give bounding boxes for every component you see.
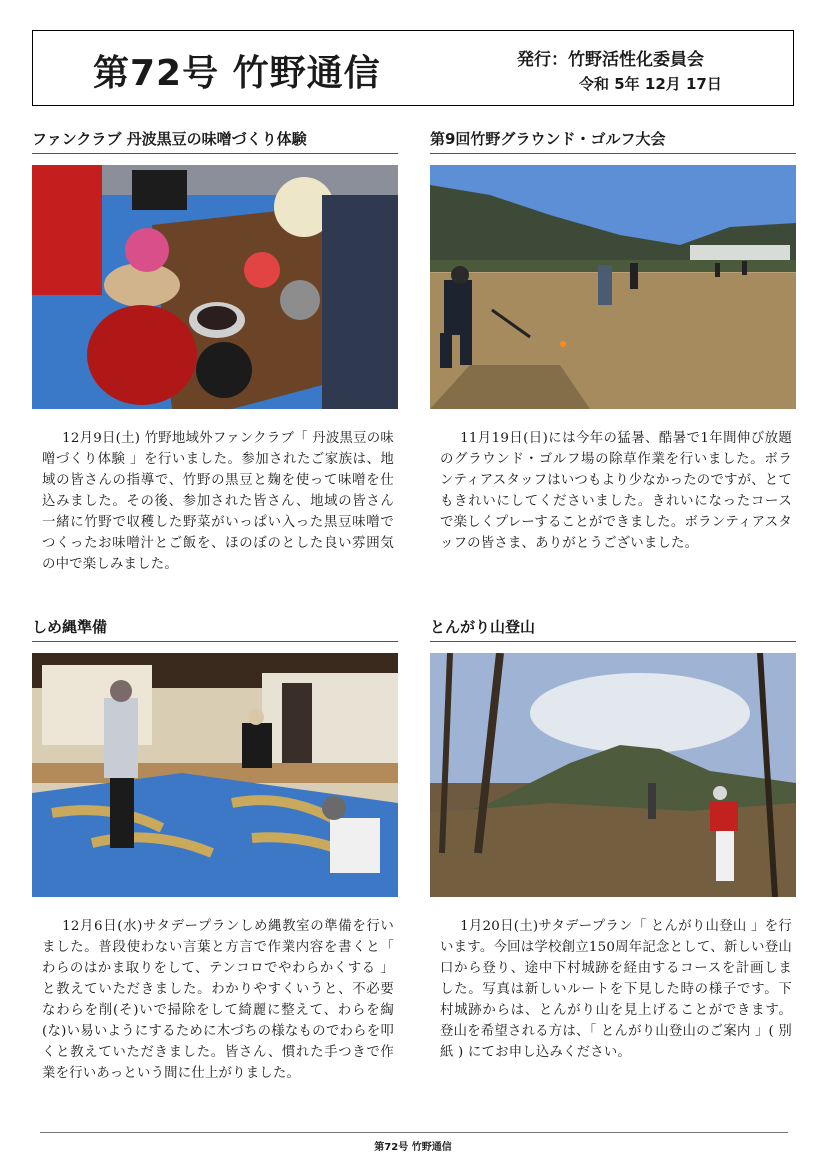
newsletter-title: 第72号 竹野通信: [93, 53, 381, 94]
shimenawa-photo: [32, 653, 398, 897]
mountain-climbing-photo: [430, 653, 796, 897]
ground-golf-photo: [430, 165, 796, 409]
article-text-shimenawa: 12月6日(水)サタデープランしめ縄教室の準備を行いました。普段使わない言葉と方言で作業内容を書くと「 わらのはかま取りをして、テンコロでやわらかくする 」と教えていただきました。わかりやすくいうと、不必要なわらを削(そ)いで掃除をして綺麗に整えて、わらを綯(な)い易いようにするために木づちの様なものでわらを叩くと教えていただきました。皆さん、慣れた手つきで作業を行いあっという間に仕上がりました。: [42, 919, 394, 1081]
article-title-shimenawa: しめ縄準備: [32, 616, 398, 642]
article-text-miso: 12月9日(土) 竹野地域外ファンクラブ「 丹波黒豆の味噌づくり体験 」を行いました。参加されたご家族は、地域の皆さんの指導で、竹野の黒豆と麹を使って味噌を仕込みました。その後、参加された皆さん、地域の皆さん一緒に竹野で収穫した野菜がいっぱい入った黒豆味噌でつくったお味噌汁とご飯を、ほのぼのとした良い雰囲気の中で楽しみました。: [42, 431, 394, 572]
article-title-golf: 第9回竹野グラウンド・ゴルフ大会: [430, 128, 796, 154]
masthead-box: [32, 30, 794, 106]
article-title-tongari: とんがり山登山: [430, 616, 796, 642]
issuer: 発行：竹野活性化委員会: [517, 50, 704, 70]
issue-date: 令和 5年 12月 17日: [579, 75, 722, 93]
footer-rule: [40, 1132, 788, 1133]
article-title-miso: ファンクラブ 丹波黒豆の味噌づくり体験: [32, 128, 398, 154]
miso-making-photo: [32, 165, 398, 409]
article-text-golf: 11月19日(日)には今年の猛暑、酷暑で1年間伸び放題のグラウンド・ゴルフ場の除草作業を行いました。ボランティアスタッフはいつもより少なかったのですが、とてもきれいにしてくださいました。きれいになったコースで楽しくプレーすることができました。ボランティアスタッフの皆さま、ありがとうございました。: [440, 431, 792, 551]
article-text-tongari: 1月20日(土)サタデープラン「 とんがり山登山 」を行います。今回は学校創立150周年記念として、新しい登山口から登り、途中下村城跡を経由するコースを計画しました。写真は新しいルートを下見した時の様子です。下村城跡からは、とんがり山を見上げることができます。 登山を希望される方は、「 とんがり山登山のご案内 」( 別紙 ) にてお申し込みください。: [440, 919, 792, 1060]
footer-text: 第72号 竹野通信: [374, 1142, 452, 1153]
